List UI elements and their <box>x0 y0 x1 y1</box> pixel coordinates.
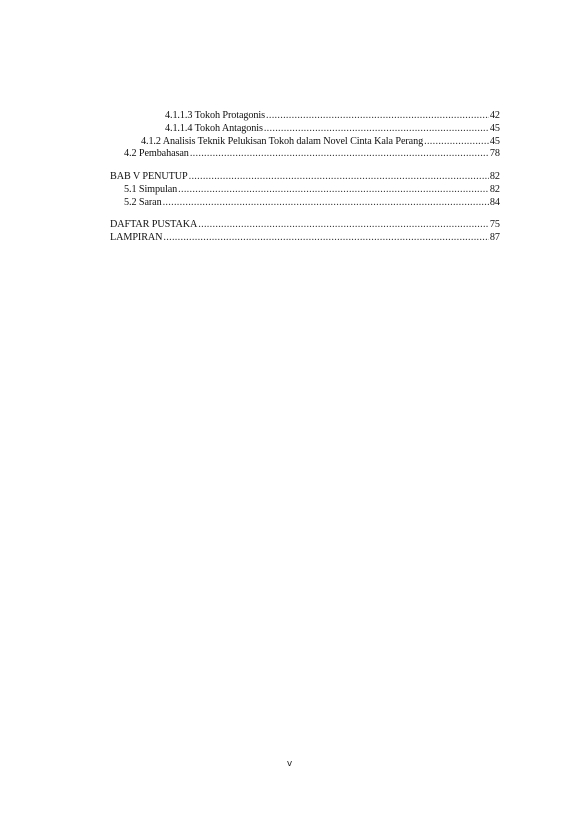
toc-entry-page: 42 <box>489 110 500 121</box>
toc-entry-4-2[interactable] <box>110 148 500 161</box>
page-number: v <box>286 759 293 769</box>
toc-entry-page: 82 <box>489 170 500 182</box>
toc-entry-page: 75 <box>489 219 500 231</box>
toc-entry-daftar-pustaka[interactable] <box>110 219 500 232</box>
toc-leader-dots <box>264 123 489 136</box>
toc-entry-page: 82 <box>489 183 500 195</box>
toc-entry-title: 4.1.2 Analisis Teknik Pelukisan Tokoh dalam Novel Cinta Kala Perang <box>141 135 424 147</box>
toc-entry-5-2[interactable] <box>110 197 500 210</box>
toc-entry-title: 4.1.1.3 Tokoh Protagonis <box>165 110 265 121</box>
toc-entry-title: 5.1 Simpulan <box>124 183 178 195</box>
toc-entry-lampiran[interactable] <box>110 232 500 245</box>
toc-leader-dots <box>266 110 489 123</box>
toc-entry-title: 5.2 Saran <box>124 196 162 208</box>
toc-entry-4-1-1-4[interactable] <box>110 123 500 136</box>
toc-leader-dots <box>190 148 489 161</box>
table-of-contents <box>110 110 500 245</box>
toc-entry-page: 84 <box>489 196 500 208</box>
toc-entry-title: DAFTAR PUSTAKA <box>110 219 198 231</box>
toc-entry-title: 4.2 Pembahasan <box>124 148 189 160</box>
toc-leader-dots <box>163 197 489 210</box>
toc-entry-page: 45 <box>489 135 500 147</box>
toc-entry-5-1[interactable] <box>110 184 500 197</box>
toc-entry-title: BAB V PENUTUP <box>110 170 188 182</box>
toc-leader-dots <box>198 219 489 232</box>
toc-leader-dots <box>163 232 488 245</box>
toc-leader-dots <box>178 184 489 197</box>
toc-entry-4-1-1-3[interactable] <box>110 110 500 123</box>
toc-entry-page: 78 <box>489 148 500 160</box>
toc-leader-dots <box>424 136 489 149</box>
toc-entry-title: LAMPIRAN <box>110 231 163 243</box>
toc-entry-page: 87 <box>489 231 500 243</box>
toc-entry-4-1-2[interactable] <box>110 136 500 149</box>
toc-leader-dots <box>189 171 489 184</box>
toc-entry-title: 4.1.1.4 Tokoh Antagonis <box>165 122 263 134</box>
toc-entry-bab-v[interactable] <box>110 171 500 184</box>
toc-entry-page: 45 <box>489 122 500 134</box>
